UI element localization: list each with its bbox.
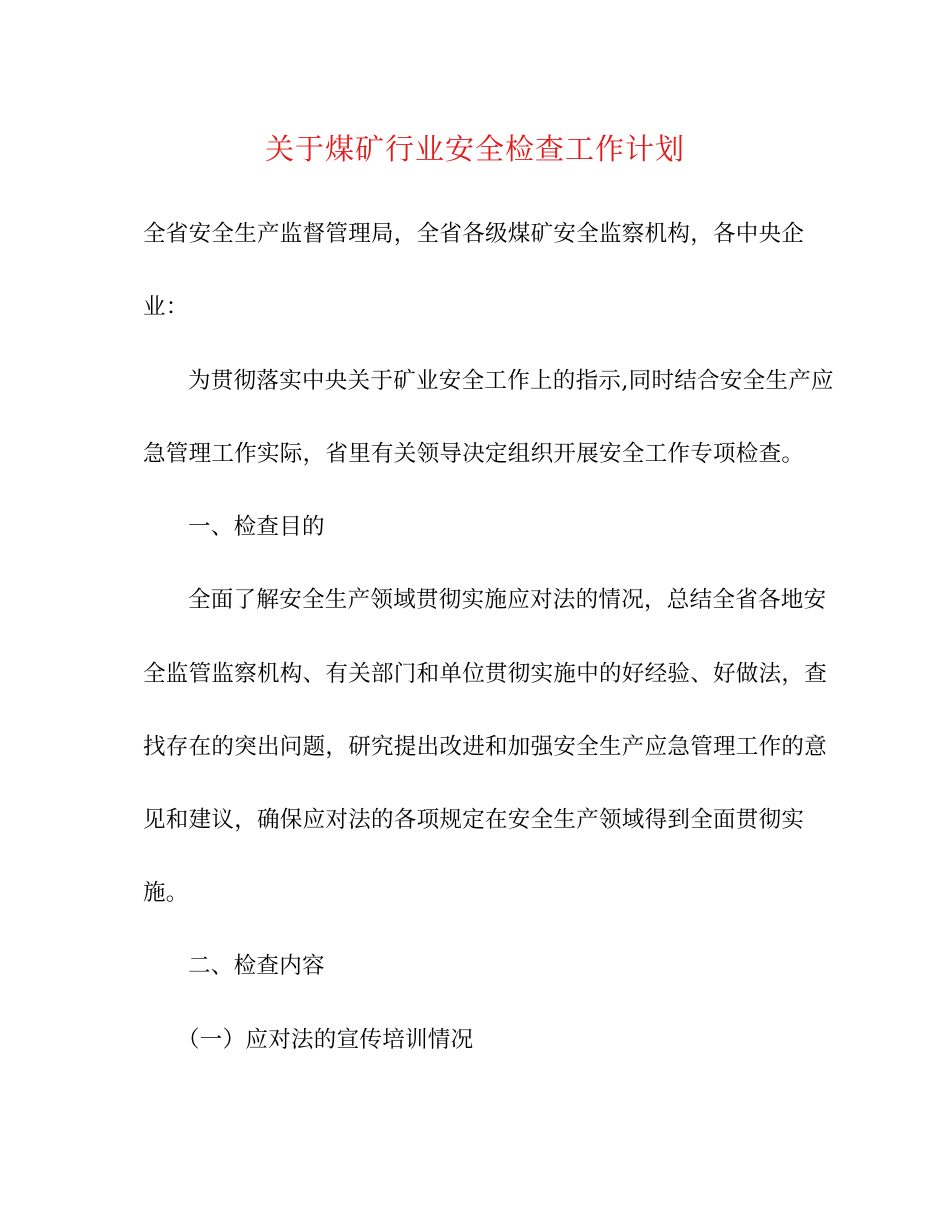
section-heading-2: 二、检查内容	[188, 953, 325, 979]
section-heading-1: 一、检查目的	[188, 514, 325, 540]
text-line-7: 全监管监察机构、有关部门和单位贯彻实施中的好经验、好做法，查	[143, 661, 828, 687]
text-line-1: 全省安全生产监督管理局，全省各级煤矿安全监察机构，各中央企	[143, 221, 805, 247]
text-line-3: 为贯彻落实中央关于矿业安全工作上的指示,同时结合安全生产应	[188, 368, 834, 394]
text-line-6: 全面了解安全生产领域贯彻实施应对法的情况，总结全省各地安	[188, 587, 827, 613]
text-line-4: 急管理工作实际，省里有关领导决定组织开展安全工作专项检查。	[143, 441, 805, 467]
text-line-9: 见和建议，确保应对法的各项规定在安全生产领域得到全面贯彻实	[143, 807, 805, 833]
text-line-8: 找存在的突出问题，研究提出改进和加强安全生产应急管理工作的意	[143, 734, 828, 760]
text-line-10: 施。	[143, 880, 189, 906]
document-title: 关于煤矿行业安全检查工作计划	[264, 132, 685, 166]
text-line-2: 业：	[143, 294, 189, 320]
subsection-heading-1: （一）应对法的宣传培训情况	[177, 1027, 474, 1053]
